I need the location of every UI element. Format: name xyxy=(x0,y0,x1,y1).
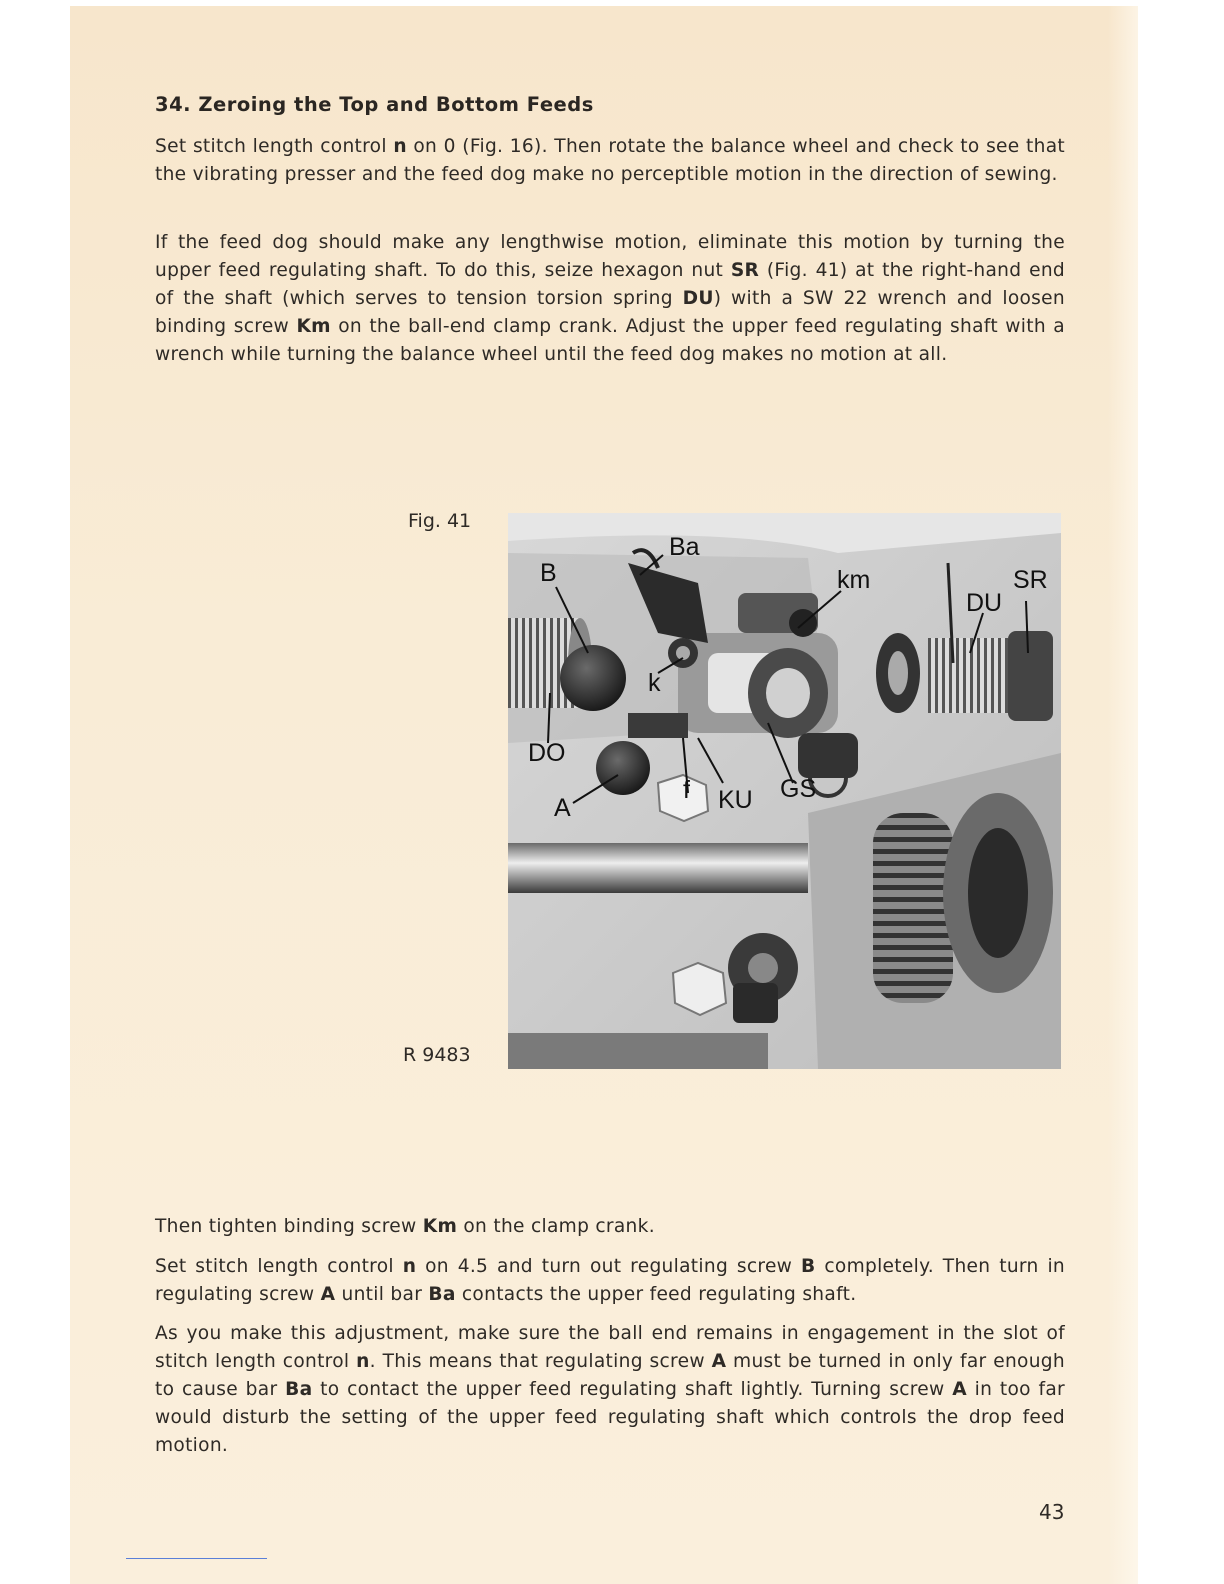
paragraph-2-text: If the feed dog should make any lengthwise motion, eliminate this motion by turning the upper feed regulating shaft. To do this, seize hexagon nut SR (Fig. 41) at the right-hand end of the shaft (which serves to tension torsion spring DU) with a SW 22 wrench and loosen binding screw Km on the ball-end clamp crank. Adjust the upper feed regulating shaft with a wrench while turning the balance wheel until the feed dog makes no motion at all. xyxy=(155,232,1066,365)
paragraph-3-text: Then tighten binding screw Km on the clamp crank. xyxy=(155,1216,655,1237)
bold-reference: SR xyxy=(730,260,760,281)
bold-reference: A xyxy=(711,1351,727,1372)
paragraph-5 xyxy=(155,1320,1065,1460)
bold-reference: A xyxy=(952,1379,967,1400)
bold-reference: n xyxy=(393,136,407,157)
paragraph-3 xyxy=(155,1213,1065,1241)
fig-label-A: A xyxy=(554,794,571,822)
fig-label-B: B xyxy=(540,559,557,587)
fig-label-KU: KU xyxy=(718,786,753,814)
paragraph-5-text: As you make this adjustment, make sure the ball end remains in engagement in the slot of stitch length control n. This means that regulating screw A must be turned in only far enough to cause bar Ba to contact the upper feed regulating shaft lightly. Turning screw A in too far would disturb the setting of the upper feed regulating shaft which controls the drop feed motion. xyxy=(155,1323,1065,1456)
fig-label-Ba: Ba xyxy=(669,533,700,561)
page-number: 43 xyxy=(1039,1500,1065,1524)
bold-reference: Km xyxy=(422,1216,458,1237)
figure-reference: R 9483 xyxy=(403,1044,471,1066)
machine-mechanism-illustration xyxy=(508,513,1061,1069)
paragraph-4-text: Set stitch length control n on 4.5 and turn out regulating screw B completely. Then turn in regulating screw A until bar Ba contacts the upper feed regulating shaft. xyxy=(155,1256,1065,1305)
paragraph-4 xyxy=(155,1253,1065,1309)
fig-label-km: km xyxy=(837,566,871,594)
link-underline xyxy=(126,1558,267,1559)
fig-label-f: f xyxy=(683,776,690,804)
bold-reference: n xyxy=(356,1351,370,1372)
section-heading: 34. Zeroing the Top and Bottom Feeds xyxy=(155,93,594,116)
fig-label-DO: DO xyxy=(528,739,566,767)
bold-reference: n xyxy=(402,1256,417,1277)
fig-label-DU: DU xyxy=(966,589,1003,617)
figure-caption: Fig. 41 xyxy=(408,510,472,532)
paragraph-1-text: Set stitch length control n on 0 (Fig. 16). Then rotate the balance wheel and check to see that the vibrating presser and the feed dog make no perceptible motion in the direction of sewing. xyxy=(155,136,1066,185)
bold-reference: Ba xyxy=(285,1379,313,1400)
bold-reference: Km xyxy=(296,316,331,337)
bold-reference: DU xyxy=(682,288,714,309)
fig-label-k: k xyxy=(648,669,661,697)
bold-reference: B xyxy=(801,1256,816,1277)
bold-reference: A xyxy=(320,1284,336,1305)
bold-reference: Ba xyxy=(428,1284,456,1305)
paragraph-1 xyxy=(155,133,1065,189)
fig-label-SR: SR xyxy=(1013,566,1048,594)
paragraph-2 xyxy=(155,229,1065,369)
fig-label-GS: GS xyxy=(780,775,817,803)
figure-photo xyxy=(508,513,1061,1069)
